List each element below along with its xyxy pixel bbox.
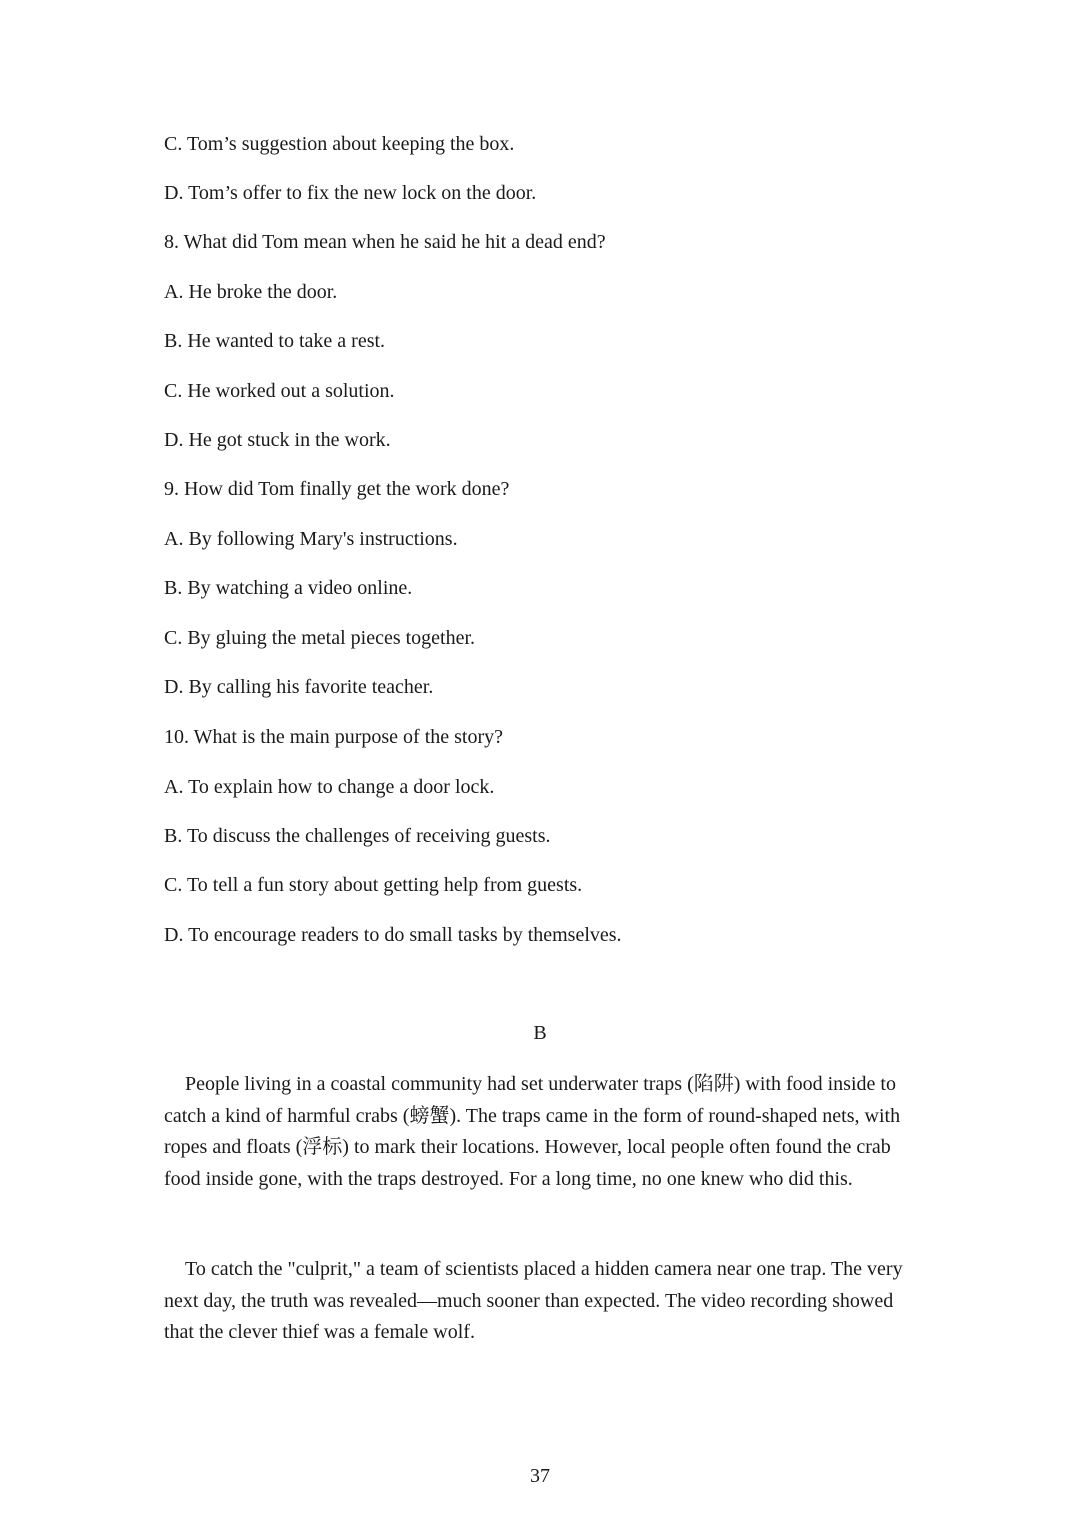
answer-option-10d: D. To encourage readers to do small tasks by themselves. bbox=[164, 924, 622, 946]
answer-option-8a: A. He broke the door. bbox=[164, 281, 338, 303]
page-number: 37 bbox=[530, 1465, 550, 1487]
question-8: 8. What did Tom mean when he said he hit a dead end? bbox=[164, 231, 606, 253]
answer-option-9c: C. By gluing the metal pieces together. bbox=[164, 627, 476, 649]
answer-option-10a: A. To explain how to change a door lock. bbox=[164, 776, 495, 798]
answer-option-9d: D. By calling his favorite teacher. bbox=[164, 676, 434, 698]
answer-option-9a: A. By following Mary's instructions. bbox=[164, 528, 458, 550]
answer-option-10b: B. To discuss the challenges of receiving guests. bbox=[164, 825, 551, 847]
answer-option-7d: D. Tom’s offer to fix the new lock on the door. bbox=[164, 182, 537, 204]
answer-option-9b: B. By watching a video online. bbox=[164, 577, 413, 599]
question-9: 9. How did Tom finally get the work done? bbox=[164, 478, 510, 500]
answer-option-8d: D. He got stuck in the work. bbox=[164, 429, 391, 451]
answer-option-7c: C. Tom’s suggestion about keeping the box. bbox=[164, 133, 515, 155]
question-10: 10. What is the main purpose of the story? bbox=[164, 726, 504, 748]
passage-paragraph-2: To catch the "culprit," a team of scientists placed a hidden camera near one trap. The very next day, the truth was revealed—much sooner than expected. The video recording showed that the clever thief was a female wolf. bbox=[164, 1258, 903, 1343]
answer-option-8b: B. He wanted to take a rest. bbox=[164, 330, 386, 352]
answer-option-8c: C. He worked out a solution. bbox=[164, 380, 395, 402]
answer-option-10c: C. To tell a fun story about getting help from guests. bbox=[164, 874, 583, 896]
passage-paragraph-1: People living in a coastal community had set underwater traps (陷阱) with food inside to catch a kind of harmful crabs (螃蟹). The traps came in the form of round-shaped nets, with ropes and floats (浮标) to mark their locations. However, local people often found the crab food inside gone, with the traps destroyed. For a long time, no one knew who did this. bbox=[164, 1073, 901, 1190]
section-heading: B bbox=[533, 1022, 547, 1044]
